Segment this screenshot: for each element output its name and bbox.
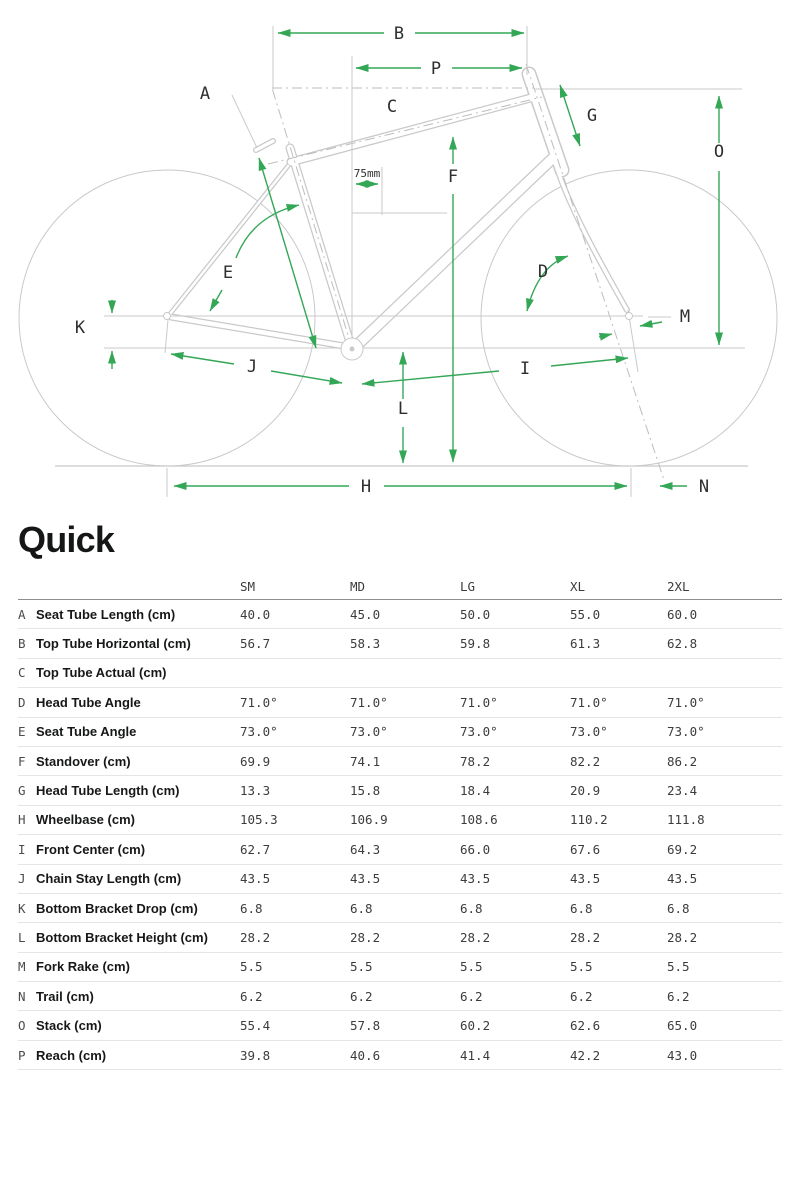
- row-value-sm: 71.0°: [240, 694, 278, 710]
- row-value-xl: 43.5: [570, 871, 601, 887]
- table-row: [18, 776, 782, 805]
- dimension-m: [599, 307, 690, 337]
- row-value-2xl: 23.4: [667, 783, 698, 799]
- row-value-2xl: 111.8: [667, 812, 705, 828]
- row-value-sm: 5.5: [240, 959, 263, 975]
- row-value-2xl: 6.8: [667, 900, 690, 916]
- dimension-i-label: I: [519, 359, 531, 379]
- row-value-2xl: 86.2: [667, 753, 698, 769]
- row-value-sm: 43.5: [240, 871, 271, 887]
- row-value-lg: 6.2: [460, 988, 483, 1004]
- table-row: [18, 865, 782, 894]
- row-letter: J: [18, 871, 26, 887]
- row-label: Chain Stay Length (cm): [36, 871, 182, 887]
- row-value-xl: 28.2: [570, 929, 601, 945]
- row-value-xl: 6.2: [570, 988, 593, 1004]
- row-value-lg: 5.5: [460, 959, 483, 975]
- dimension-p: [356, 59, 522, 79]
- row-value-2xl: 43.5: [667, 871, 698, 887]
- row-label: Wheelbase (cm): [36, 812, 135, 828]
- row-letter: I: [18, 841, 26, 857]
- bike-geometry-diagram: [0, 0, 800, 512]
- row-value-md: 64.3: [350, 841, 381, 857]
- row-value-xl: 71.0°: [570, 694, 608, 710]
- table-row: [18, 747, 782, 776]
- row-label: Head Tube Angle: [36, 694, 141, 710]
- dimension-h-label: H: [360, 477, 372, 497]
- row-label: Top Tube Horizontal (cm): [36, 636, 191, 652]
- row-value-sm: 62.7: [240, 841, 271, 857]
- table-row: [18, 718, 782, 747]
- table-row: [18, 982, 782, 1011]
- row-value-lg: 71.0°: [460, 694, 498, 710]
- row-value-md: 43.5: [350, 871, 381, 887]
- dimension-a-label: A: [199, 84, 211, 104]
- row-label: Seat Tube Length (cm): [36, 606, 176, 622]
- row-value-lg: 6.8: [460, 900, 483, 916]
- row-value-md: 6.2: [350, 988, 373, 1004]
- table-row: [18, 688, 782, 717]
- table-row: [18, 894, 782, 923]
- row-value-sm: 40.0: [240, 606, 271, 622]
- row-value-lg: 50.0: [460, 606, 491, 622]
- row-value-xl: 5.5: [570, 959, 593, 975]
- row-value-md: 74.1: [350, 753, 381, 769]
- a-leader-line: [232, 95, 257, 148]
- row-value-md: 106.9: [350, 812, 388, 828]
- dimension-setback-75mm: [354, 167, 381, 184]
- rear-hub: [164, 313, 171, 320]
- row-value-2xl: 69.2: [667, 841, 698, 857]
- row-value-2xl: 65.0: [667, 1018, 698, 1034]
- dimension-d: [527, 256, 568, 311]
- dimension-c-label: C: [386, 97, 398, 117]
- table-row: [18, 1011, 782, 1040]
- row-value-lg: 18.4: [460, 783, 491, 799]
- row-letter: M: [18, 959, 26, 975]
- row-value-lg: 108.6: [460, 812, 498, 828]
- dimension-k: [75, 300, 112, 369]
- geometry-svg: [0, 0, 800, 512]
- row-value-md: 40.6: [350, 1047, 381, 1063]
- dimension-h: [174, 477, 627, 497]
- row-value-2xl: 43.0: [667, 1047, 698, 1063]
- row-letter: O: [18, 1018, 26, 1034]
- size-header-2xl: 2XL: [667, 578, 690, 594]
- row-value-sm: 28.2: [240, 929, 271, 945]
- row-value-sm: 56.7: [240, 636, 271, 652]
- geometry-table: [18, 573, 782, 1070]
- dimension-b: [278, 24, 524, 44]
- row-value-sm: 13.3: [240, 783, 271, 799]
- row-label: Bottom Bracket Drop (cm): [36, 900, 198, 916]
- dimension-a: [200, 84, 316, 348]
- row-value-xl: 73.0°: [570, 724, 608, 740]
- row-value-2xl: 71.0°: [667, 694, 705, 710]
- row-letter: G: [18, 783, 26, 799]
- row-value-2xl: 5.5: [667, 959, 690, 975]
- row-letter: A: [18, 606, 26, 622]
- row-letter: H: [18, 812, 26, 828]
- row-label: Standover (cm): [36, 753, 131, 769]
- front-hub: [626, 313, 633, 320]
- row-value-lg: 73.0°: [460, 724, 498, 740]
- row-value-2xl: 28.2: [667, 929, 698, 945]
- row-label: Front Center (cm): [36, 841, 146, 857]
- row-letter: D: [18, 694, 26, 710]
- dimension-n: [660, 477, 709, 497]
- row-label: Stack (cm): [36, 1018, 102, 1034]
- row-letter: P: [18, 1047, 26, 1063]
- row-value-sm: 105.3: [240, 812, 278, 828]
- row-value-2xl: 62.8: [667, 636, 698, 652]
- dimension-o: [714, 96, 724, 345]
- row-value-xl: 82.2: [570, 753, 601, 769]
- row-label: Bottom Bracket Height (cm): [36, 929, 208, 945]
- row-value-md: 15.8: [350, 783, 381, 799]
- row-value-xl: 42.2: [570, 1047, 601, 1063]
- table-row: [18, 1041, 782, 1070]
- row-letter: N: [18, 988, 26, 1004]
- row-value-lg: 59.8: [460, 636, 491, 652]
- row-letter: F: [18, 753, 26, 769]
- dimension-b-label: B: [393, 24, 405, 44]
- size-header-md: MD: [350, 578, 366, 594]
- row-value-xl: 20.9: [570, 783, 601, 799]
- dimension-n-label: N: [698, 477, 710, 497]
- dimension-e: [210, 205, 299, 311]
- row-value-lg: 43.5: [460, 871, 491, 887]
- table-row: [18, 600, 782, 629]
- dimension-m-label: M: [679, 307, 691, 327]
- dimension-f: [448, 137, 458, 462]
- row-value-lg: 66.0: [460, 841, 491, 857]
- row-label: Trail (cm): [36, 988, 94, 1004]
- row-value-xl: 67.6: [570, 841, 601, 857]
- row-value-md: 73.0°: [350, 724, 388, 740]
- dimension-l-label: L: [397, 399, 409, 419]
- row-value-sm: 6.8: [240, 900, 263, 916]
- table-body: [18, 600, 782, 1070]
- row-value-md: 57.8: [350, 1018, 381, 1034]
- table-row: [18, 806, 782, 835]
- row-letter: C: [18, 665, 26, 681]
- row-value-md: 45.0: [350, 606, 381, 622]
- row-value-md: 6.8: [350, 900, 373, 916]
- row-label: Head Tube Length (cm): [36, 783, 180, 799]
- row-value-lg: 78.2: [460, 753, 491, 769]
- dimension-c: [387, 97, 397, 117]
- row-value-sm: 39.8: [240, 1047, 271, 1063]
- size-header-sm: SM: [240, 578, 256, 594]
- row-value-xl: 6.8: [570, 900, 593, 916]
- row-label: Reach (cm): [36, 1047, 107, 1063]
- dimension-e-label: E: [222, 263, 234, 283]
- row-value-2xl: 73.0°: [667, 724, 705, 740]
- row-value-sm: 6.2: [240, 988, 263, 1004]
- row-value-xl: 55.0: [570, 606, 601, 622]
- row-value-lg: 28.2: [460, 929, 491, 945]
- row-value-lg: 41.4: [460, 1047, 491, 1063]
- row-label: Seat Tube Angle: [36, 724, 137, 740]
- bottom-bracket-center: [350, 347, 355, 352]
- row-letter: E: [18, 724, 26, 740]
- dimensions: [75, 24, 724, 497]
- dimension-d-label: D: [537, 262, 549, 282]
- row-value-2xl: 6.2: [667, 988, 690, 1004]
- table-row: [18, 835, 782, 864]
- frame-inner: [170, 74, 627, 349]
- row-value-md: 28.2: [350, 929, 381, 945]
- page-title: Quick: [18, 519, 115, 560]
- row-letter: L: [18, 929, 26, 945]
- dimension-p-label: P: [430, 59, 442, 79]
- table-row: [18, 953, 782, 982]
- dimension-l: [398, 352, 408, 463]
- row-value-md: 5.5: [350, 959, 373, 975]
- row-value-xl: 61.3: [570, 636, 601, 652]
- dimension-j-label: J: [246, 357, 258, 377]
- table-header-row: [18, 573, 782, 600]
- row-value-md: 71.0°: [350, 694, 388, 710]
- row-label: Fork Rake (cm): [36, 959, 130, 975]
- row-value-sm: 73.0°: [240, 724, 278, 740]
- size-header-lg: LG: [460, 578, 476, 594]
- row-letter: B: [18, 636, 26, 652]
- dimension-k-label: K: [74, 318, 86, 338]
- dimension-f-label: F: [447, 167, 459, 187]
- row-value-sm: 69.9: [240, 753, 271, 769]
- setback-75mm-label: 75mm: [353, 167, 381, 180]
- row-value-md: 58.3: [350, 636, 381, 652]
- hubs-and-bb: [164, 313, 633, 361]
- row-value-xl: 62.6: [570, 1018, 601, 1034]
- row-value-xl: 110.2: [570, 812, 608, 828]
- row-value-sm: 55.4: [240, 1018, 271, 1034]
- table-row: [18, 629, 782, 658]
- size-header-xl: XL: [570, 578, 586, 594]
- dimension-g-label: G: [586, 106, 598, 126]
- table-row: [18, 923, 782, 952]
- row-value-lg: 60.2: [460, 1018, 491, 1034]
- row-letter: K: [18, 900, 26, 916]
- row-value-2xl: 60.0: [667, 606, 698, 622]
- dimension-j: [171, 354, 342, 383]
- dimension-o-label: O: [713, 142, 725, 162]
- dimension-g: [560, 85, 597, 146]
- wheels: [19, 170, 777, 466]
- table-row: [18, 659, 782, 688]
- row-label: Top Tube Actual (cm): [36, 665, 167, 681]
